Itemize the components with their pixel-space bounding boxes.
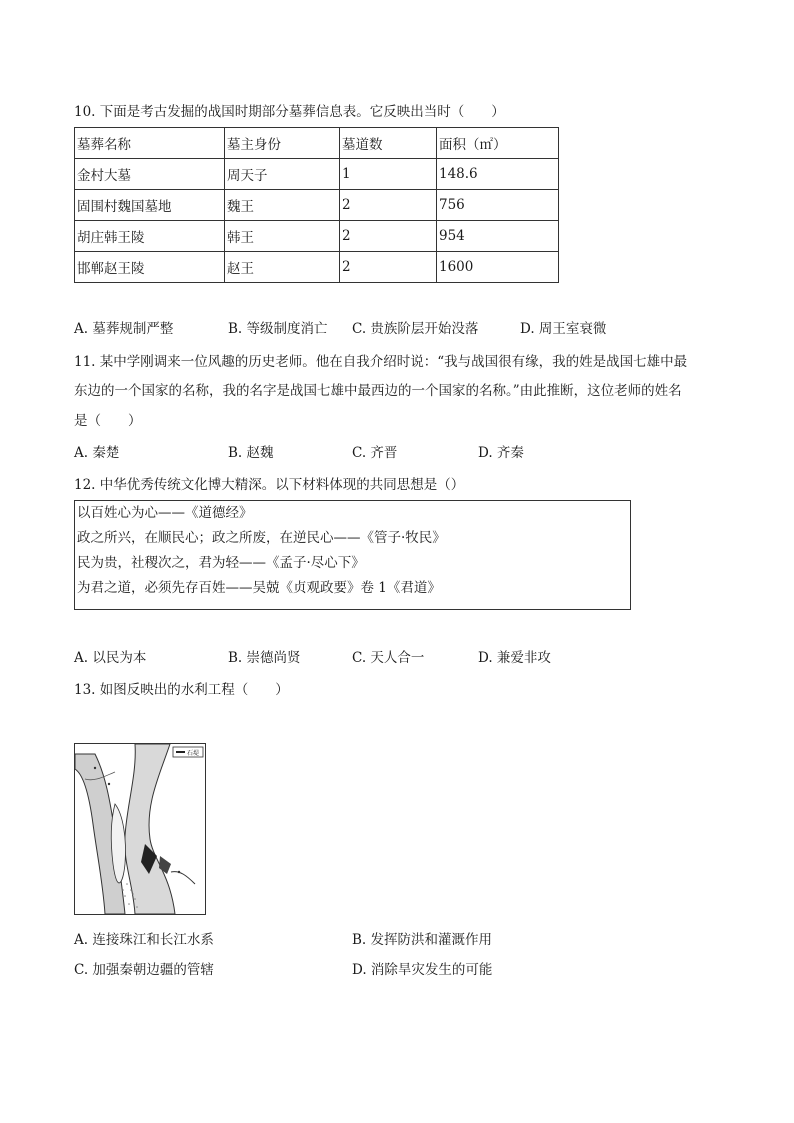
q11-option-b[interactable]: B. 赵魏 — [228, 445, 274, 461]
question-11-stem-line3: 是（ ） — [74, 413, 142, 429]
quotes-box — [74, 500, 631, 610]
q11-option-c[interactable]: C. 齐晋 — [352, 445, 398, 461]
quote-line: 为君之道，必须先存百姓——吴兢《贞观政要》卷 1《君道》 — [77, 580, 441, 596]
table-cell: 赵王 — [225, 252, 340, 283]
header-cell: 墓葬名称 — [75, 128, 225, 159]
q13-option-d[interactable]: D. 消除旱灾发生的可能 — [352, 962, 493, 978]
table-cell: 2 — [340, 190, 437, 221]
q10-option-b[interactable]: B. 等级制度消亡 — [228, 321, 328, 337]
question-11-stem-line2: 东边的一个国家的名称，我的名字是战国七雄中最西边的一个国家的名称。”由此推断，这位老师的姓名 — [74, 383, 682, 399]
legend-label: 石堤 — [187, 750, 200, 757]
table-row — [75, 159, 559, 190]
table-cell: 954 — [437, 221, 559, 252]
q13-option-c[interactable]: C. 加强秦朝边疆的管辖 — [74, 962, 214, 978]
table-row — [75, 252, 559, 283]
q12-option-b[interactable]: B. 崇德尚贤 — [228, 650, 301, 666]
place-mark — [108, 783, 110, 785]
question-11-stem-line1: 11. 某中学刚调来一位风趣的历史老师。他在自我介绍时说：“我与战国很有缘，我的姓是战国七雄中最 — [74, 354, 688, 370]
q12-option-a[interactable]: A. 以民为本 — [74, 650, 147, 666]
q10-option-d[interactable]: D. 周王室衰微 — [520, 321, 607, 337]
q11-option-d[interactable]: D. 齐秦 — [478, 445, 524, 461]
q12-option-d[interactable]: D. 兼爱非攻 — [478, 650, 551, 666]
header-cell: 墓道数 — [340, 128, 437, 159]
q11-option-a[interactable]: A. 秦楚 — [74, 445, 120, 461]
map-illustration — [75, 744, 205, 914]
question-12-stem: 12. 中华优秀传统文化博大精深。以下材料体现的共同思想是（） — [74, 477, 465, 493]
header-cell: 面积（㎡） — [437, 128, 559, 159]
table-cell: 胡庄韩王陵 — [75, 221, 225, 252]
table-cell: 1600 — [437, 252, 559, 283]
river-main — [125, 744, 175, 914]
question-10-stem: 10. 下面是考古发掘的战国时期部分墓葬信息表。它反映出当时（ ） — [74, 104, 505, 120]
table-cell: 1 — [340, 159, 437, 190]
quote-line: 政之所兴，在顺民心；政之所废，在逆民心——《管子·牧民》 — [77, 530, 446, 546]
table-row — [75, 221, 559, 252]
quote-line: 以百姓心为心——《道德经》 — [77, 505, 253, 521]
header-cell: 墓主身份 — [225, 128, 340, 159]
table-cell: 固围村魏国墓地 — [75, 190, 225, 221]
q13-option-a[interactable]: A. 连接珠江和长江水系 — [74, 932, 214, 948]
place-mark — [94, 767, 96, 769]
q13-option-b[interactable]: B. 发挥防洪和灌溉作用 — [352, 932, 493, 948]
table-cell: 2 — [340, 252, 437, 283]
table-header-row — [75, 128, 559, 159]
table-cell: 2 — [340, 221, 437, 252]
quote-line: 民为贵，社稷次之，君为轻——《孟子·尽心下》 — [77, 555, 365, 571]
question-13-stem: 13. 如图反映出的水利工程（ ） — [74, 682, 289, 698]
place-mark — [178, 871, 180, 873]
tributary — [171, 872, 195, 884]
table-cell: 周天子 — [225, 159, 340, 190]
table-cell: 148.6 — [437, 159, 559, 190]
table-cell: 金村大墓 — [75, 159, 225, 190]
q12-option-c[interactable]: C. 天人合一 — [352, 650, 425, 666]
q10-option-c[interactable]: C. 贵族阶层开始没落 — [352, 321, 479, 337]
table-row — [75, 190, 559, 221]
water-project-map — [74, 743, 206, 915]
q10-option-a[interactable]: A. 墓葬规制严整 — [74, 321, 174, 337]
table-cell: 魏王 — [225, 190, 340, 221]
table-cell: 邯郸赵王陵 — [75, 252, 225, 283]
table-cell: 756 — [437, 190, 559, 221]
table-cell: 韩王 — [225, 221, 340, 252]
tomb-info-table — [74, 127, 559, 283]
